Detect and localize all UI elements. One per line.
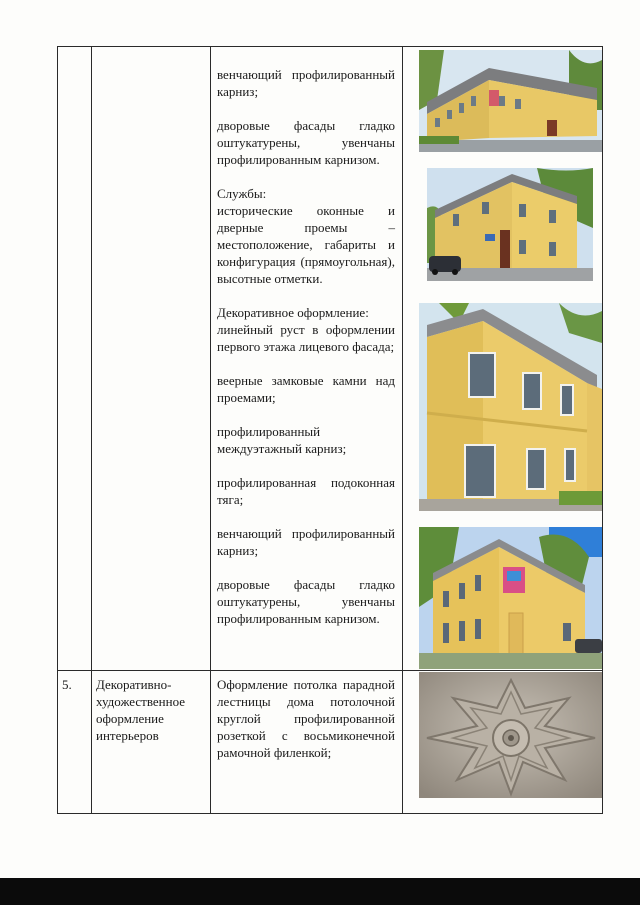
- desc-block-7: [217, 474, 395, 508]
- row-divider: [57, 670, 602, 671]
- desc-text: дворовые фасады гладко оштукатурены, увенчаны профилированным карнизом.: [217, 118, 395, 167]
- table-top-border: [57, 46, 602, 47]
- row-name-line: Декоративно-: [96, 677, 172, 692]
- building-photo-3: [419, 303, 602, 511]
- row-name-line: интерьеров: [96, 728, 159, 743]
- description-cell-row5: [217, 676, 395, 761]
- desc-text: профилированный междуэтажный карниз;: [217, 424, 347, 456]
- desc-block-8: [217, 525, 395, 559]
- row-name-line: оформление: [96, 711, 164, 726]
- description-cell-continued: [217, 66, 395, 644]
- desc-text: профилированная подоконная тяга;: [217, 475, 395, 507]
- desc-block-1: [217, 66, 395, 100]
- col-border-left: [57, 46, 58, 814]
- desc-text: венчающий профилированный карниз;: [217, 526, 395, 558]
- desc-text: дворовые фасады гладко оштукатурены, увенчаны профилированным карнизом.: [217, 577, 395, 626]
- col-border-num: [91, 46, 92, 814]
- col-border-desc: [402, 46, 403, 814]
- desc-text: линейный руст в оформлении первого этажа лицевого фасада;: [217, 322, 395, 354]
- building-photo-4: [419, 527, 602, 669]
- desc-heading: Службы:: [217, 186, 267, 201]
- row-name: [96, 676, 206, 744]
- desc-heading: Декоративное оформление:: [217, 305, 369, 320]
- table-bottom-border: [57, 813, 602, 814]
- desc-block-3: [217, 185, 395, 287]
- desc-text: Оформление потолка парадной лестницы дома потолочной круглой профилированной розеткой с восьмиконечной рамочной филенкой;: [217, 677, 395, 760]
- desc-text: венчающий профилированный карниз;: [217, 67, 395, 99]
- desc-text: исторические оконные и дверные проемы – местоположение, габариты и конфигурация (прямоугольная), высотные отметки.: [217, 203, 395, 286]
- building-photo-2: [427, 168, 593, 281]
- building-photo-1: [419, 50, 602, 152]
- row-number: 5.: [62, 677, 72, 692]
- row-name-line: художественное: [96, 694, 186, 709]
- ceiling-rosette-photo: [419, 672, 602, 798]
- desc-block-4: [217, 304, 395, 355]
- col-border-name: [210, 46, 211, 814]
- desc-block-9: [217, 576, 395, 627]
- col-border-right: [602, 46, 603, 814]
- desc-block-5: [217, 372, 395, 406]
- desc-text: веерные замковые камни над проемами;: [217, 373, 395, 405]
- desc-block-2: [217, 117, 395, 168]
- desc-block-6: [217, 423, 395, 457]
- scan-bottom-edge: [0, 878, 640, 905]
